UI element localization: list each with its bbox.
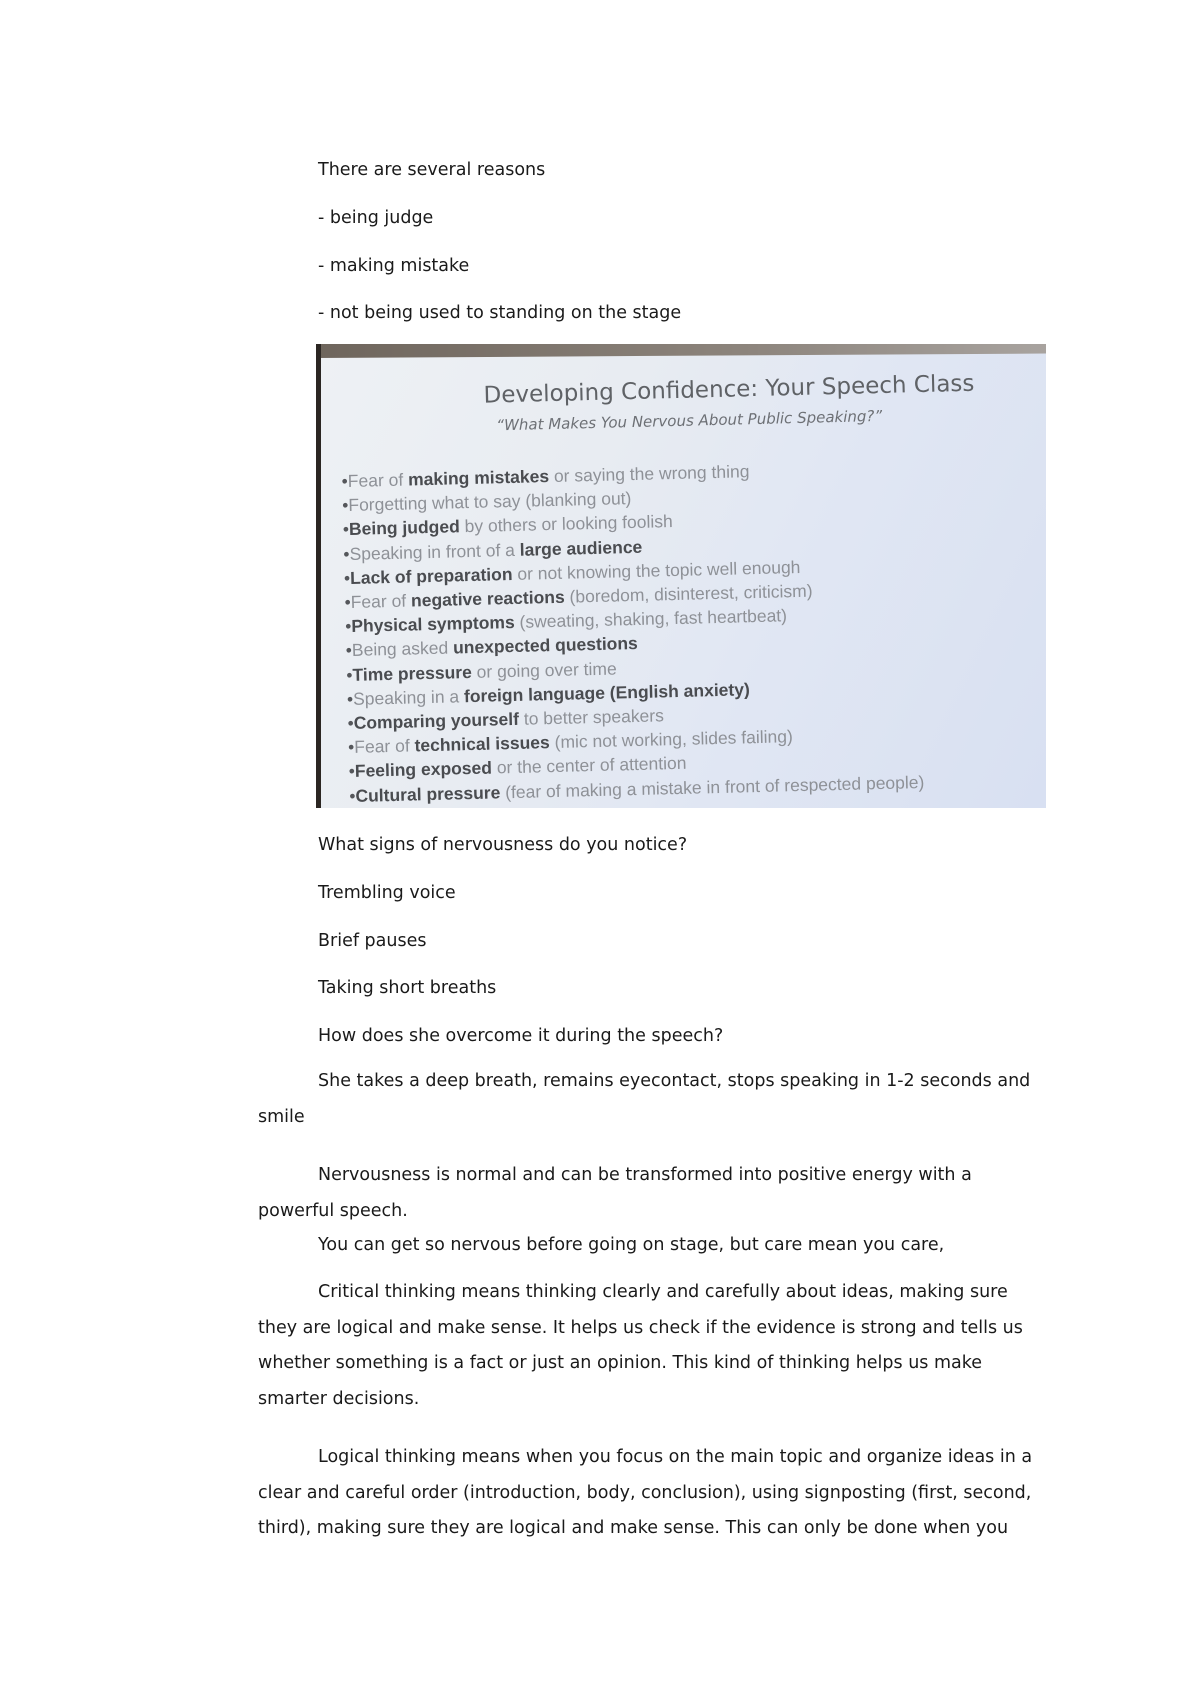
slide-bullet-pre: Forgetting what to say (blanking out): [348, 488, 632, 516]
bullet-dot-icon: •: [341, 495, 349, 516]
bullet-dot-icon: •: [341, 470, 349, 492]
slide-bullet-pre: Being asked: [351, 637, 454, 661]
slide-bullet-post: (sweating, shaking, fast heartbeat): [514, 605, 788, 633]
bullet-dot-icon: •: [348, 761, 356, 782]
bullet-dot-icon: •: [342, 519, 350, 540]
slide-bullet-post: (mic not working, slides failing): [549, 726, 794, 753]
paragraph-critical-thinking: Critical thinking means thinking clearly and carefully about ideas, making sure they are logical and make sense. It helps us check if the evidence is strong and tells us whether something is a fact or just an opinion. This kind of thinking helps us make smarter decisions.: [258, 1282, 1023, 1409]
slide-bullet-list: [341, 455, 924, 808]
slide-bullet-bold: Comparing yourself: [353, 708, 520, 733]
reason-item: - being judge: [318, 208, 434, 228]
bullet-dot-icon: •: [343, 543, 350, 564]
slide-bullet-pre: Fear of: [350, 590, 412, 612]
slide-bullet-pre: Fear of: [347, 469, 409, 491]
paragraph-overcome: She takes a deep breath, remains eyecontact, stops speaking in 1-2 seconds and smile: [258, 1071, 1031, 1127]
bullet-dot-icon: •: [344, 591, 351, 613]
slide-bullet-bold: Feeling exposed: [354, 757, 493, 782]
paragraph-nervousness: Nervousness is normal and can be transformed into positive energy with a powerful speech.: [258, 1165, 972, 1221]
slide-bullet-bold: foreign language (English anxiety): [463, 679, 751, 707]
bullet-dot-icon: •: [345, 640, 353, 661]
slide-bullet-bold: large audience: [519, 536, 643, 560]
overcome-question: How does she overcome it during the speech?: [318, 1026, 724, 1046]
slide-bullet-bold: Lack of preparation: [349, 563, 513, 588]
slide-subtitle: “What Makes You Nervous About Public Speaking?”: [496, 406, 883, 435]
slide-bullet-bold: Physical symptoms: [351, 612, 515, 637]
slide-bullet-post: by others or looking foolish: [459, 511, 673, 537]
bullet-dot-icon: •: [346, 664, 353, 685]
slide-bullet-post: or the center of attention: [491, 753, 687, 778]
slide-bullet-post: or going over time: [471, 658, 617, 682]
slide-title: Developing Confidence: Your Speech Class: [483, 370, 975, 409]
slide-bullet-bold: technical issues: [414, 732, 550, 756]
slide-bullet-post: or saying the wrong thing: [548, 461, 750, 487]
signs-question: What signs of nervousness do you notice?: [318, 835, 688, 855]
paragraph-logical-thinking: Logical thinking means when you focus on the main topic and organize ideas in a clear and careful order (introduction, body, conclusion), using signposting (first, second, third), making sure they are logical and make sense. This can only be done when you: [258, 1447, 1033, 1538]
sign-answer: Trembling voice: [318, 883, 456, 903]
slide-bullet-post: to better speakers: [518, 705, 665, 729]
sign-answer: Taking short breaths: [318, 978, 497, 998]
slide-bullet-post: (fear of making a mistake in front of respected people): [500, 771, 925, 802]
paragraph-care: You can get so nervous before going on stage, but care mean you care,: [318, 1235, 945, 1255]
bullet-dot-icon: •: [346, 688, 354, 709]
slide-bullet-bold: Cultural pressure: [355, 782, 501, 806]
slide-photo: [316, 344, 1046, 808]
bullet-dot-icon: •: [344, 616, 352, 637]
slide-bullet-bold: Being judged: [348, 516, 460, 540]
slide-bullet-bold: making mistakes: [407, 466, 550, 490]
slide-bullet-pre: Fear of: [354, 735, 415, 758]
slide-bullet-bold: unexpected questions: [452, 633, 639, 658]
bullet-dot-icon: •: [349, 785, 356, 806]
slide-bullet-pre: Speaking in front of a: [349, 539, 520, 564]
slide-bullet-bold: negative reactions: [410, 586, 565, 611]
slide-bullet-bold: Time pressure: [352, 661, 473, 685]
bullet-dot-icon: •: [347, 737, 355, 758]
reason-item: - not being used to standing on the stage: [318, 303, 682, 323]
slide-bullet-post: or not knowing the topic well enough: [512, 556, 801, 584]
reason-item: - making mistake: [318, 256, 470, 276]
slide-bullet-pre: Speaking in a: [352, 686, 465, 709]
sign-answer: Brief pauses: [318, 931, 427, 951]
bullet-dot-icon: •: [347, 712, 354, 734]
bullet-dot-icon: •: [343, 567, 351, 588]
slide-bullet-post: (boredom, disinterest, criticism): [564, 580, 813, 607]
reasons-heading: There are several reasons: [318, 160, 546, 180]
